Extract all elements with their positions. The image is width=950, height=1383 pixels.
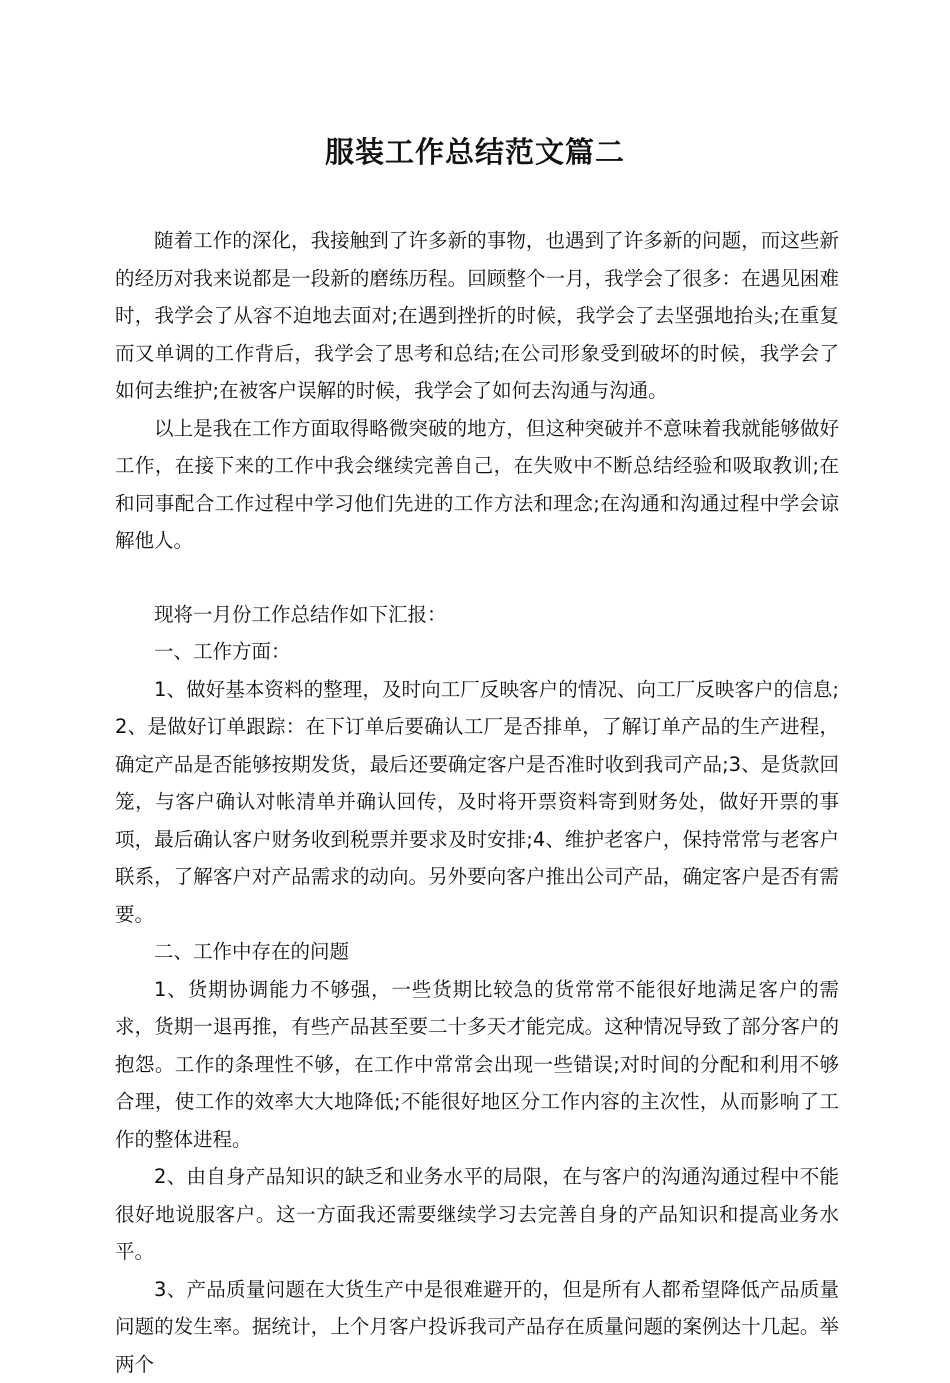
paragraph-work-details: 1、做好基本资料的整理，及时向工厂反映客户的情况、向工厂反映客户的信息;2、是做好订单跟踪：在下订单后要确认工厂是否排单，了解订单产品的生产进程，确定产品是否能够按期发货，最后还要确定客户是否准时收到我司产品;3、是货款回笼，与客户确认对帐清单并确认回传，及时将开票资料寄到财务处，做好开票的事项，最后确认客户财务收到税票并要求及时安排;4、维护老客户，保持常常与老客户联系，了解客户对产品需求的动向。另外要向客户推出公司产品，确定客户是否有需要。 <box>115 671 839 934</box>
paragraph-spacer <box>115 560 839 596</box>
section-heading-problems: 二、工作中存在的问题 <box>115 933 839 971</box>
section-heading-work: 一、工作方面： <box>115 633 839 671</box>
document-body <box>115 222 839 1383</box>
paragraph-problem-3: 3、产品质量问题在大货生产中是很难避开的，但是所有人都希望降低产品质量问题的发生率。据统计，上个月客户投诉我司产品存在质量问题的案例达十几起。举两个 <box>115 1271 839 1383</box>
paragraph-problem-2: 2、由自身产品知识的缺乏和业务水平的局限，在与客户的沟通沟通过程中不能很好地说服客户。这一方面我还需要继续学习去完善自身的产品知识和提高业务水平。 <box>115 1158 839 1271</box>
paragraph-summary: 以上是我在工作方面取得略微突破的地方，但这种突破并不意味着我就能够做好工作，在接下来的工作中我会继续完善自己，在失败中不断总结经验和吸取教训;在和同事配合工作过程中学习他们先进的工作方法和理念;在沟通和沟通过程中学会谅解他人。 <box>115 410 839 560</box>
paragraph-problem-1: 1、货期协调能力不够强，一些货期比较急的货常常不能很好地满足客户的需求，货期一退再推，有些产品甚至要二十多天才能完成。这种情况导致了部分客户的抱怨。工作的条理性不够，在工作中常常会出现一些错误;对时间的分配和利用不够合理，使工作的效率大大地降低;不能很好地区分工作内容的主次性，从而影响了工作的整体进程。 <box>115 971 839 1159</box>
document-title: 服装工作总结范文篇二 <box>0 132 950 172</box>
paragraph-report-intro: 现将一月份工作总结作如下汇报： <box>115 596 839 634</box>
paragraph-intro: 随着工作的深化，我接触到了许多新的事物，也遇到了许多新的问题，而这些新的经历对我来说都是一段新的磨练历程。回顾整个一月，我学会了很多：在遇见困难时，我学会了从容不迫地去面对;在遇到挫折的时候，我学会了去坚强地抬头;在重复而又单调的工作背后，我学会了思考和总结;在公司形象受到破坏的时候，我学会了如何去维护;在被客户误解的时候，我学会了如何去沟通与沟通。 <box>115 222 839 410</box>
